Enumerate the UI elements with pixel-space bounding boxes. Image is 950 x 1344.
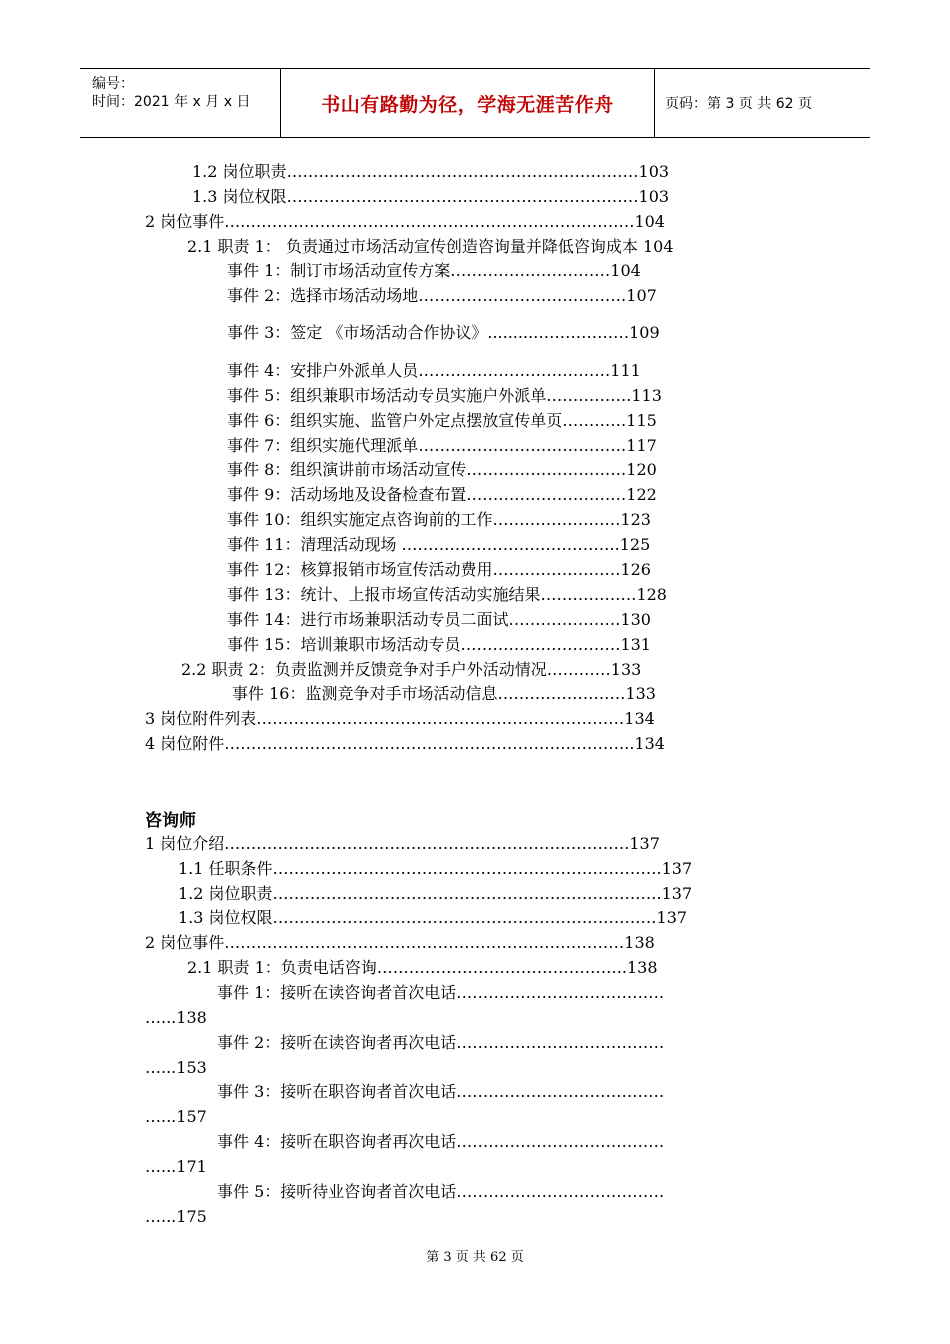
toc-line: 事件 11：清理活动现场 …………………………………..125 [227,535,651,554]
toc-line: 事件 13：统计、上报市场宣传活动实施结果………………128 [227,585,667,604]
section-title: 咨询师 [145,811,196,831]
toc-line: 事件 2：接听在读咨询者再次电话………………………………… [217,1033,665,1052]
toc-line: 1.2 岗位职责……………………………………………………………….137 [178,884,693,903]
toc-line: 1.2 岗位职责…………………………………………………………103 [192,162,670,181]
page-header [80,68,870,138]
page-footer: 第 3 页 共 62 页 [426,1250,524,1265]
toc-line: 事件 2：选择市场活动场地…………………………………107 [227,286,657,305]
toc-line: 事件 10：组织实施定点咨询前的工作……………………123 [227,510,651,529]
toc-line: 事件 6：组织实施、监管户外定点摆放宣传单页…………115 [227,411,657,430]
toc-line: 事件 4：接听在职咨询者再次电话………………………………… [217,1132,665,1151]
serial-label: 编号： [92,76,134,92]
toc-line: …...138 [145,1008,207,1027]
toc-line: 2.1 职责 1： 负责通过市场活动宣传创造咨询量并降低咨询成本 104 [187,237,674,256]
motto: 书山有路勤为径，学海无涯苦作舟 [321,93,614,116]
toc-line: …...171 [145,1157,207,1176]
toc-line: …...153 [145,1058,207,1077]
toc-line: 1.3 岗位权限…………………………………………………………103 [192,187,670,206]
header-page-cell [655,69,870,137]
toc-line: 2.1 职责 1：负责电话咨询………………………………………..138 [187,958,658,977]
toc-line: 事件 12：核算报销市场宣传活动费用……………………126 [227,560,651,579]
toc-line: 事件 5：接听待业咨询者首次电话………………………………… [217,1182,665,1201]
toc-line: 事件 1：制订市场活动宣传方案…………………………104 [227,261,641,280]
time-label: 时间：2021 年 x 月 x 日 [92,94,251,110]
toc-line: 1.3 岗位权限………………………………………………………………137 [178,908,688,927]
toc-line: 事件 15：培训兼职市场活动专员…………………………131 [227,635,651,654]
toc-line: 事件 14：进行市场兼职活动专员二面试…………………130 [227,610,651,629]
toc-line: 事件 1：接听在读咨询者首次电话………………………………… [217,983,665,1002]
toc-line: 事件 16：监测竞争对手市场活动信息……………………133 [232,684,656,703]
toc-line: 事件 7：组织实施代理派单…………………………………117 [227,436,657,455]
page-label: 页码：第 3 页 共 62 页 [665,96,812,112]
header-motto-cell [281,69,655,137]
header-meta [80,69,281,137]
toc-line: 2 岗位事件…..………………………………………………………………104 [145,212,665,231]
toc-line: …...157 [145,1107,207,1126]
toc-line: 事件 8：组织演讲前市场活动宣传…………………………120 [227,460,657,479]
toc-line: 1.1 任职条件……………………………………………………………….137 [178,859,693,878]
toc-line: …...175 [145,1207,207,1226]
toc-line: 事件 9：活动场地及设备检查布置…………………………122 [227,485,657,504]
toc-line: 2 岗位事件…………………………………………………………………138 [145,933,655,952]
toc-line: 事件 4：安排户外派单人员………………………………111 [227,361,641,380]
toc-line: 1 岗位介绍………………………………………………………………….137 [145,834,660,853]
toc-line: 4 岗位附件…………………………………………………………………..134 [145,734,665,753]
toc-line: 3 岗位附件列表……………………………………………………………134 [145,709,655,728]
toc-line: 2.2 职责 2：负责监测并反馈竞争对手户外活动情况…………133 [181,660,642,679]
toc-line: 事件 3：签定 《市场活动合作协议》.........………………109 [227,323,660,342]
toc-line: 事件 5：组织兼职市场活动专员实施户外派单…………….113 [227,386,662,405]
toc-line: 事件 3：接听在职咨询者首次电话………………………………… [217,1082,665,1101]
